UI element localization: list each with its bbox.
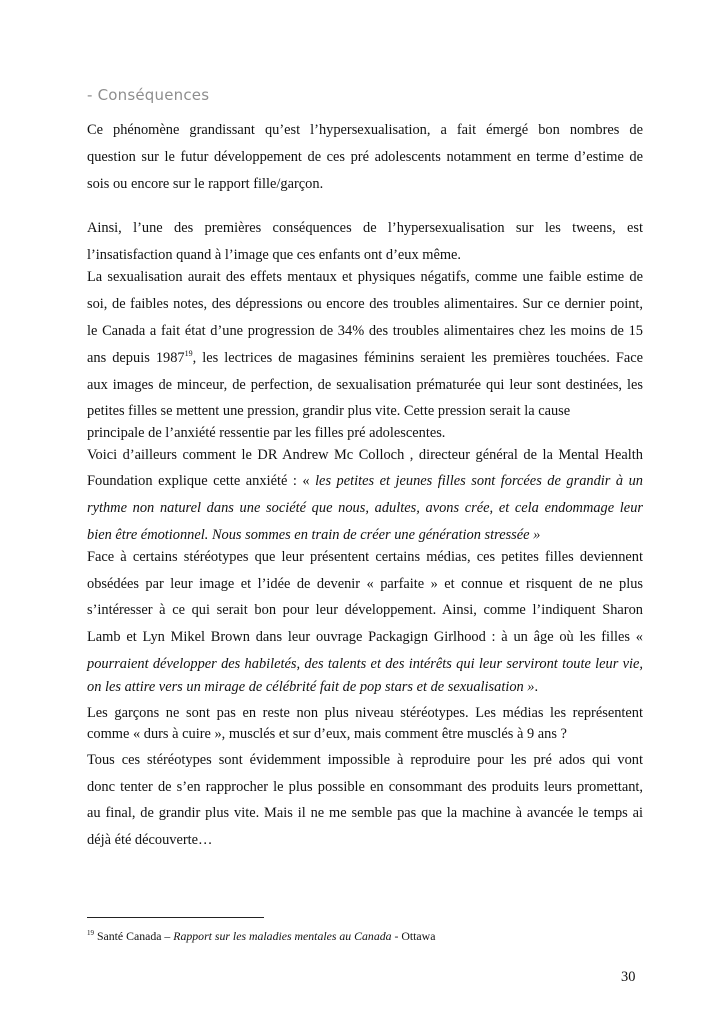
- text-line-content: [87, 219, 643, 237]
- footnote: [87, 929, 435, 944]
- text-run: La sexualisation aurait des effets mentaux et physiques négatifs, comme une faible estime de: [87, 269, 643, 285]
- text-line: [87, 349, 643, 367]
- text-line-content: [87, 751, 643, 769]
- footnote-separator: [87, 917, 264, 918]
- text-line-content: [87, 601, 643, 619]
- text-line: [87, 148, 643, 166]
- text-line: [87, 499, 643, 517]
- text-line: [87, 831, 212, 849]
- text-line-content: [87, 176, 323, 192]
- text-line: [87, 526, 540, 544]
- text-line: [87, 655, 643, 673]
- text-line-content: [87, 704, 643, 722]
- footnote-title: Rapport sur les maladies mentales au Canada: [173, 929, 392, 943]
- text-line-content: [87, 446, 643, 464]
- text-line-content: [87, 832, 212, 848]
- text-line-content: [87, 628, 643, 646]
- text-run: principale de l’anxiété ressentie par les filles pré adolescentes.: [87, 425, 446, 441]
- text-line: [87, 121, 643, 139]
- section-heading: - Conséquences: [87, 86, 210, 104]
- text-line: [87, 804, 643, 822]
- footnote-number: 19: [87, 929, 94, 938]
- text-run: l’insatisfaction quand à l’image que ces enfants ont d’eux même.: [87, 247, 462, 263]
- text-run: donc tenter de s’en rapprocher le plus possible en consommant des produits leurs promettant,: [87, 779, 643, 795]
- text-run: Lamb et Lyn Mikel Brown dans leur ouvrage Packagign Girlhood : à un âge où les filles «: [87, 629, 643, 645]
- text-line-content: [87, 548, 643, 566]
- text-run: Foundation explique cette anxiété : «: [87, 473, 316, 489]
- text-line-content: [87, 726, 567, 742]
- text-line: [87, 628, 643, 646]
- text-line: [87, 472, 643, 490]
- text-line-content: [87, 472, 643, 490]
- text-run: petites filles se mettent une pression, grandir plus vite. Cette pression serait la cause: [87, 403, 571, 419]
- text-run: s’intéresser à ce qui serait bon pour leur développement. Ainsi, comme l’indiquent Sharon: [87, 602, 643, 618]
- text-run: sois ou encore sur le rapport fille/garçon.: [87, 176, 324, 192]
- text-line: [87, 778, 643, 796]
- text-run: comme « durs à cuire », musclés et sur d’eux, mais comment être musclés à 9 ans ?: [87, 726, 567, 742]
- text-run: obsédées par leur image et l’idée de devenir « parfaite » et connue et risquent de ne plus: [87, 576, 643, 592]
- text-run: au final, de grandir plus vite. Mais il ne me semble pas que la machine à avancée le temps ai: [87, 805, 643, 821]
- italic-text: on les attire vers un mirage de célébrité fait de pop stars et de sexualisation »: [87, 679, 535, 695]
- text-line-content: [87, 121, 643, 139]
- text-run: Les garçons ne sont pas en reste non plus niveau stéréotypes. Les médias les représentent: [87, 705, 643, 721]
- text-line: [87, 704, 643, 722]
- text-line-content: [87, 376, 643, 394]
- text-line: [87, 402, 570, 420]
- text-line-content: [87, 247, 461, 263]
- text-line: [87, 678, 538, 696]
- text-line: [87, 725, 567, 743]
- text-line: [87, 575, 643, 593]
- text-line-content: [87, 804, 643, 822]
- text-run: , les lectrices de magasines féminins seraient les premières touchées. Face: [192, 350, 643, 366]
- text-run: déjà été découverte…: [87, 832, 213, 848]
- text-line: [87, 268, 643, 286]
- italic-text: bien être émotionnel. Nous sommes en train de créer une génération stressée »: [87, 527, 541, 543]
- text-line: [87, 322, 643, 340]
- text-run: Tous ces stéréotypes sont évidemment impossible à reproduire pour les pré ados qui vont: [87, 752, 643, 768]
- text-line-content: [87, 295, 643, 313]
- page-number: 30: [621, 969, 636, 985]
- text-line-content: [87, 679, 538, 695]
- text-run: Ainsi, l’une des premières conséquences de l’hypersexualisation sur les tweens, est: [87, 220, 643, 236]
- text-line: [87, 601, 643, 619]
- text-run: Face à certains stéréotypes que leur présentent certains médias, ces petites filles deviennent: [87, 549, 643, 565]
- text-line-content: [87, 425, 445, 441]
- italic-text: pourraient développer des habiletés, des talents et des intérêts qui leur serviront toute leur vie,: [87, 656, 643, 672]
- text-run: aux images de minceur, de perfection, de sexualisation prématurée qui leur sont destinées, les: [87, 377, 643, 393]
- text-line-content: [87, 575, 643, 593]
- text-line-content: [87, 148, 643, 166]
- text-line: [87, 424, 445, 442]
- text-line-content: [87, 403, 570, 419]
- text-run: ans depuis 1987: [87, 350, 185, 366]
- text-run: soi, de faibles notes, des dépressions ou encore des troubles alimentaires. Sur ce dernier point,: [87, 296, 643, 312]
- text-run: le Canada a fait état d’une progression de 34% des troubles alimentaires chez les moins de 15: [87, 323, 643, 339]
- text-line: [87, 376, 643, 394]
- text-line-content: [87, 655, 643, 673]
- text-line: [87, 219, 643, 237]
- footnote-suffix: - Ottawa: [391, 929, 436, 943]
- text-line: [87, 295, 643, 313]
- text-line-content: [87, 349, 643, 367]
- text-line: [87, 751, 643, 769]
- text-line-content: [87, 268, 643, 286]
- footnote-ref: 19: [184, 349, 193, 359]
- text-run: question sur le futur développement de ces pré adolescents notamment en terme d’estime de: [87, 149, 643, 165]
- italic-text: rythme non naturel dans une société que nous, adultes, avons crée, et cela endommage leur: [87, 500, 643, 516]
- text-line: [87, 246, 461, 264]
- text-run: Voici d’ailleurs comment le DR Andrew Mc Colloch , directeur général de la Mental Health: [87, 447, 643, 463]
- text-run: Ce phénomène grandissant qu’est l’hypersexualisation, a fait émergé bon nombres de: [87, 122, 643, 138]
- text-line-content: [87, 499, 643, 517]
- footnote-prefix: Santé Canada –: [94, 929, 174, 943]
- text-line-content: [87, 778, 643, 796]
- text-line: [87, 175, 323, 193]
- italic-text: les petites et jeunes filles sont forcées de grandir à un: [315, 473, 643, 489]
- text-line-content: [87, 527, 540, 543]
- text-run: .: [534, 679, 539, 695]
- text-line: [87, 446, 643, 464]
- text-line: [87, 548, 643, 566]
- text-line-content: [87, 322, 643, 340]
